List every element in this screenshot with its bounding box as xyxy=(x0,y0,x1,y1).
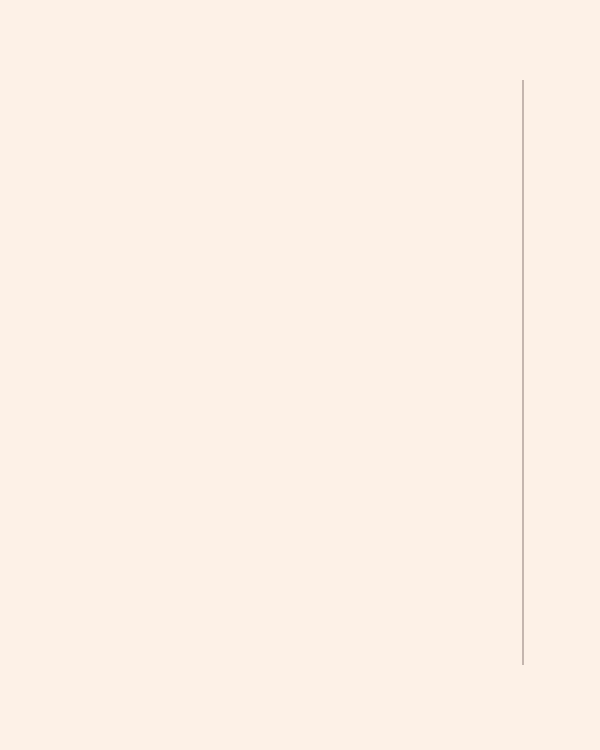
table-of-contents xyxy=(120,148,472,317)
